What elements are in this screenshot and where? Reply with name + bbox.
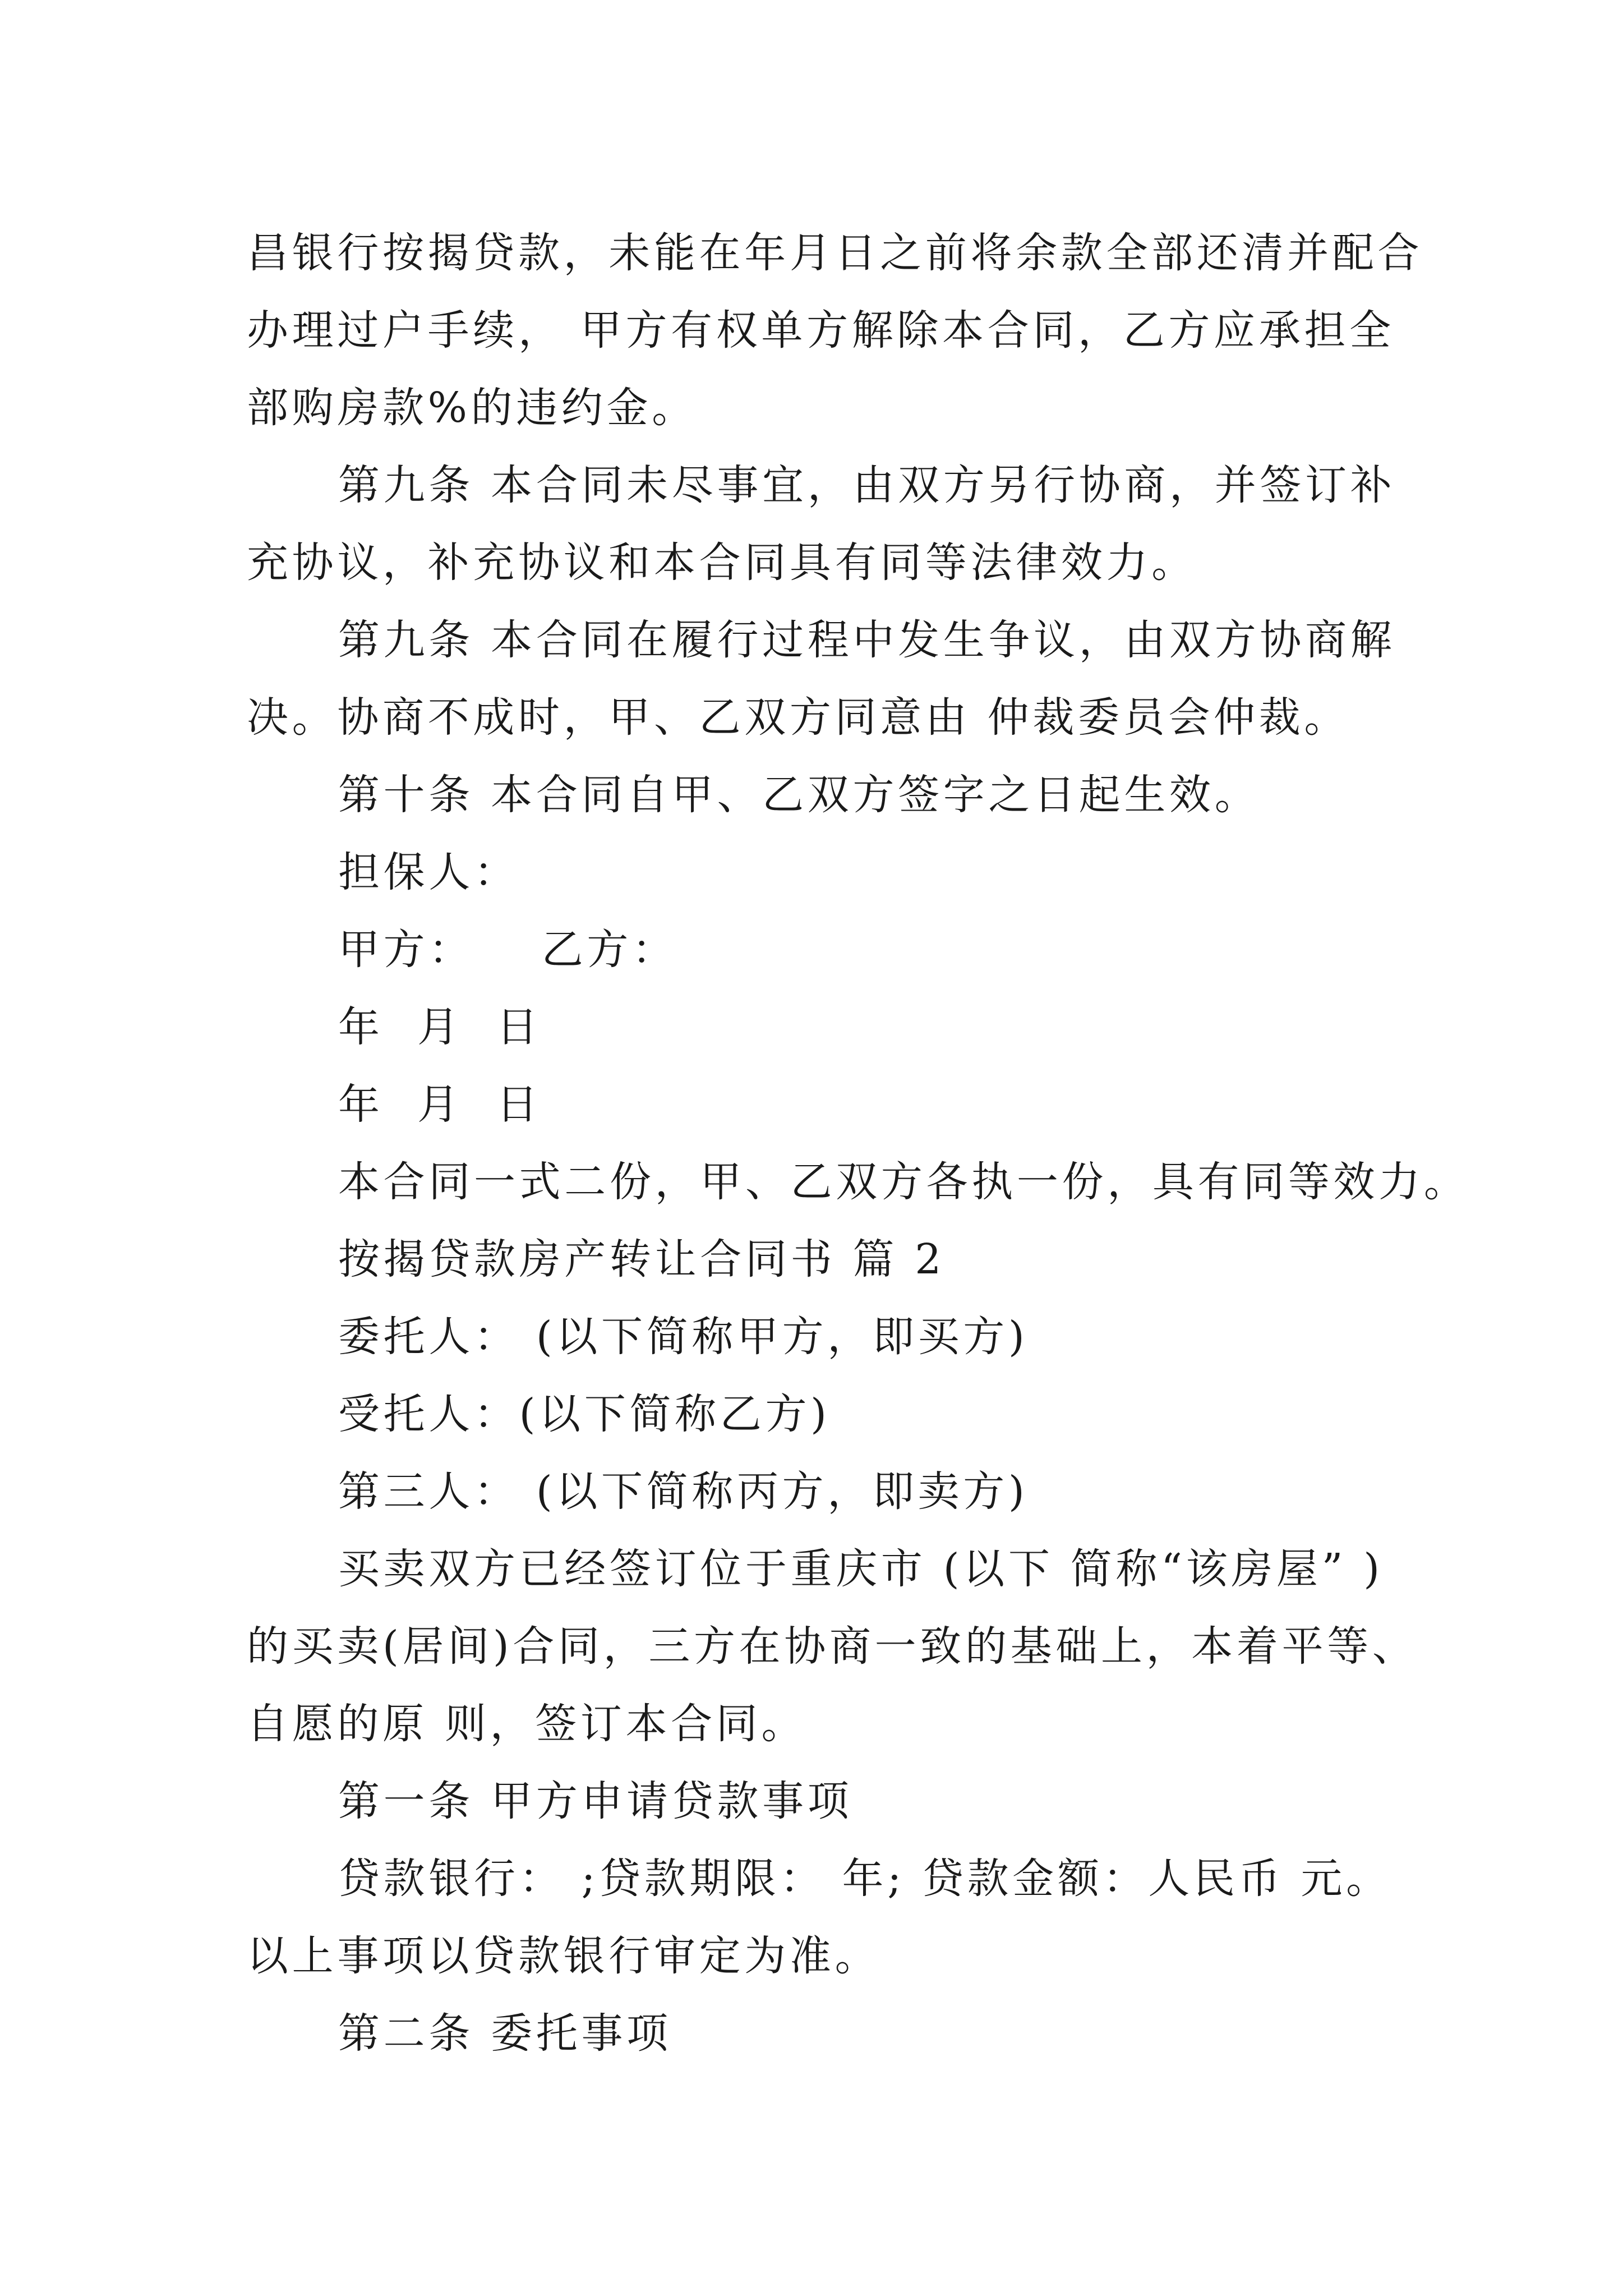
text-line: 决。协商不成时，甲、乙双方同意由 仲裁委员会仲裁。 [247,693,1350,742]
article-1-heading: 第一条 甲方申请贷款事项 [338,1777,853,1825]
parties-signature-line: 甲方： 乙方： [338,926,677,974]
agent-line: 受托人：(以下简称乙方) [338,1390,831,1438]
article-2-heading: 第二条 委托事项 [338,2009,672,2058]
copies-clause: 本合同一式二份，甲、乙双方各执一份，具有同等效力。 [338,1158,1469,1206]
guarantor-label: 担保人： [338,848,519,896]
text-line: 的买卖(居间)合同，三方在协商一致的基础上，本着平等、 [247,1622,1418,1671]
article-10-line: 第十条 本合同自甲、乙双方签字之日起生效。 [338,771,1260,819]
text-line: 充协议，补充协议和本合同具有同等法律效力。 [247,539,1197,587]
loan-details-line: 贷款银行： ;贷款期限： 年; 贷款金额：人民币 元。 [338,1855,1391,1903]
article-9b-first-line: 第九条 本合同在履行过程中发生争议，由双方协商解 [338,616,1396,664]
article-9-first-line: 第九条 本合同未尽事宜，由双方另行协商，并签订补 [338,461,1396,509]
third-party-line: 第三人： (以下简称丙方，即卖方) [338,1467,1029,1516]
date-line: 年 月 日 [338,1003,542,1051]
principal-line: 委托人： (以下简称甲方，即买方) [338,1313,1029,1361]
text-line: 以上事项以贷款银行审定为准。 [247,1932,880,1980]
text-line: 自愿的原 则，签订本合同。 [247,1700,807,1748]
text-line: 部购房款%的违约金。 [247,384,697,432]
text-line: 办理过户手续， 甲方有权单方解除本合同，乙方应承担全 [247,306,1395,355]
section-title: 按揭贷款房产转让合同书 篇 2 [338,1235,946,1283]
text-line: 昌银行按揭贷款，未能在年月日之前将余款全部还清并配合 [247,229,1423,277]
preamble-first-line: 买卖双方已经签订位于重庆市 (以下 简称“该房屋” ) [338,1545,1384,1593]
document-page [247,214,1469,2072]
date-line: 年 月 日 [338,1080,542,1129]
